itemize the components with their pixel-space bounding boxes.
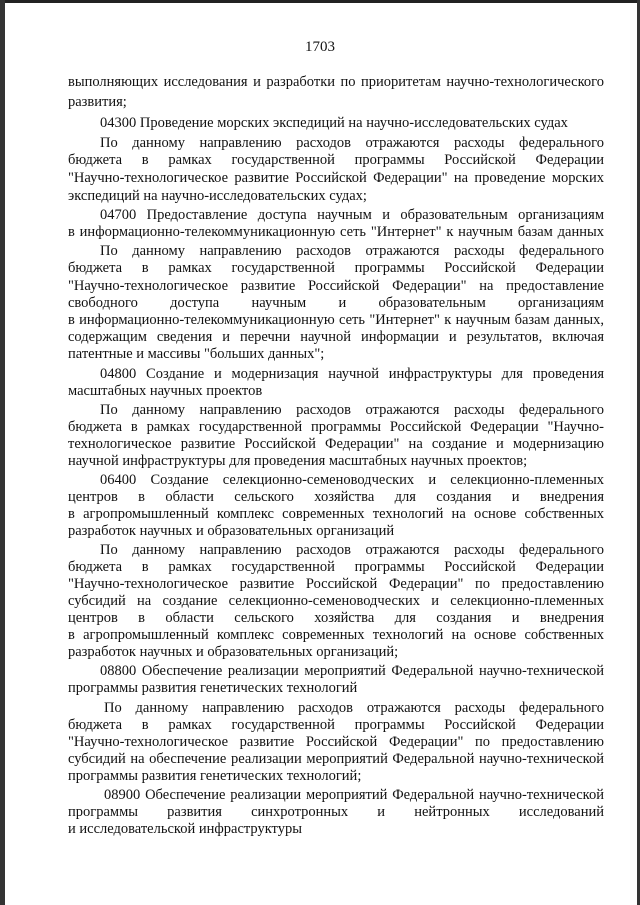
text-line: в агропромышленный комплекс современных технологий на основе собственных: [68, 627, 604, 643]
text-line: бюджета в рамках государственной программы Российской Федерации: [68, 559, 604, 575]
scan-edge-top: [0, 0, 640, 3]
text-line: в информационно-телекоммуникационную сеть "Интернет" к научным базам данных: [68, 224, 604, 240]
section-heading-08900: 08900 Обеспечение реализации мероприятий Федеральной научно-технической: [104, 787, 604, 803]
text-line: в агропромышленный комплекс современных технологий на основе собственных: [68, 506, 604, 522]
text-line: выполняющих исследования и разработки по приоритетам научно-технологического: [68, 74, 604, 90]
text-line: технологическое развитие Российской Федерации" на создание и модернизацию: [68, 436, 604, 452]
section-heading-04800: 04800 Создание и модернизация научной инфраструктуры для проведения: [100, 366, 604, 382]
section-heading-06400: 06400 Создание селекционно-семеноводческих и селекционно-племенных: [100, 472, 604, 488]
page-number: 1703: [305, 39, 335, 55]
section-heading-08800: 08800 Обеспечение реализации мероприятий Федеральной научно-технической: [100, 663, 604, 679]
text-line: экспедиций на научно-исследовательских судах;: [68, 188, 367, 204]
text-line: патентные и массивы "больших данных";: [68, 346, 325, 362]
text-line: бюджета в рамках государственной программы Российской Федерации: [68, 152, 604, 168]
text-line: и исследовательской инфраструктуры: [68, 821, 302, 837]
text-line: "Научно-технологическое развитие Российской Федерации" по предоставлению: [68, 576, 604, 592]
text-line: программы развития генетических технологий;: [68, 768, 362, 784]
text-line: центров в области сельского хозяйства для создания и внедрения: [68, 610, 604, 626]
text-line: По данному направлению расходов отражаются расходы федерального: [104, 700, 604, 716]
scan-edge-left: [0, 0, 5, 905]
text-line: бюджета в рамках государственной программы Российской Федерации: [68, 717, 604, 733]
section-heading-04700: 04700 Предоставление доступа научным и образовательным организациям: [100, 207, 604, 223]
text-line: свободного доступа научным и образовательным организациям: [68, 295, 604, 311]
text-line: центров в области сельского хозяйства для создания и внедрения: [68, 489, 604, 505]
text-line: "Научно-технологическое развитие Российской Федерации" на предоставление: [68, 278, 604, 294]
text-line: развития;: [68, 94, 127, 110]
text-line: разработок научных и образовательных организаций: [68, 523, 395, 539]
text-line: бюджета в рамках государственной программы Российской Федерации: [68, 260, 604, 276]
text-line: По данному направлению расходов отражаются расходы федерального: [100, 135, 604, 151]
text-line: разработок научных и образовательных организаций;: [68, 644, 399, 660]
text-line: "Научно-технологическое развитие Российской Федерации" по предоставлению: [68, 734, 604, 750]
text-line: в информационно-телекоммуникационную сеть "Интернет" к научным базам данных,: [68, 312, 604, 328]
text-line: содержащим сведения и перечни научной информации и результатов, включая: [68, 329, 604, 345]
text-line: "Научно-технологическое развитие Российской Федерации" на проведение морских: [68, 170, 604, 186]
text-line: По данному направлению расходов отражаются расходы федерального: [100, 402, 604, 418]
text-line: программы развития синхротронных и нейтронных исследований: [68, 804, 604, 820]
text-line: По данному направлению расходов отражаются расходы федерального: [100, 243, 604, 259]
section-heading-04300: 04300 Проведение морских экспедиций на научно-исследовательских судах: [100, 115, 568, 131]
text-line: программы развития генетических технологий: [68, 680, 358, 696]
text-line: субсидий на обеспечение реализации мероприятий Федеральной научно-технической: [68, 751, 604, 767]
text-line: бюджета в рамках государственной программы Российской Федерации "Научно-: [68, 419, 604, 435]
text-line: масштабных научных проектов: [68, 383, 263, 399]
text-line: субсидий на создание селекционно-семеноводческих и селекционно-племенных: [68, 593, 604, 609]
text-line: научной инфраструктуры для проведения масштабных научных проектов;: [68, 453, 528, 469]
text-line: По данному направлению расходов отражаются расходы федерального: [100, 542, 604, 558]
